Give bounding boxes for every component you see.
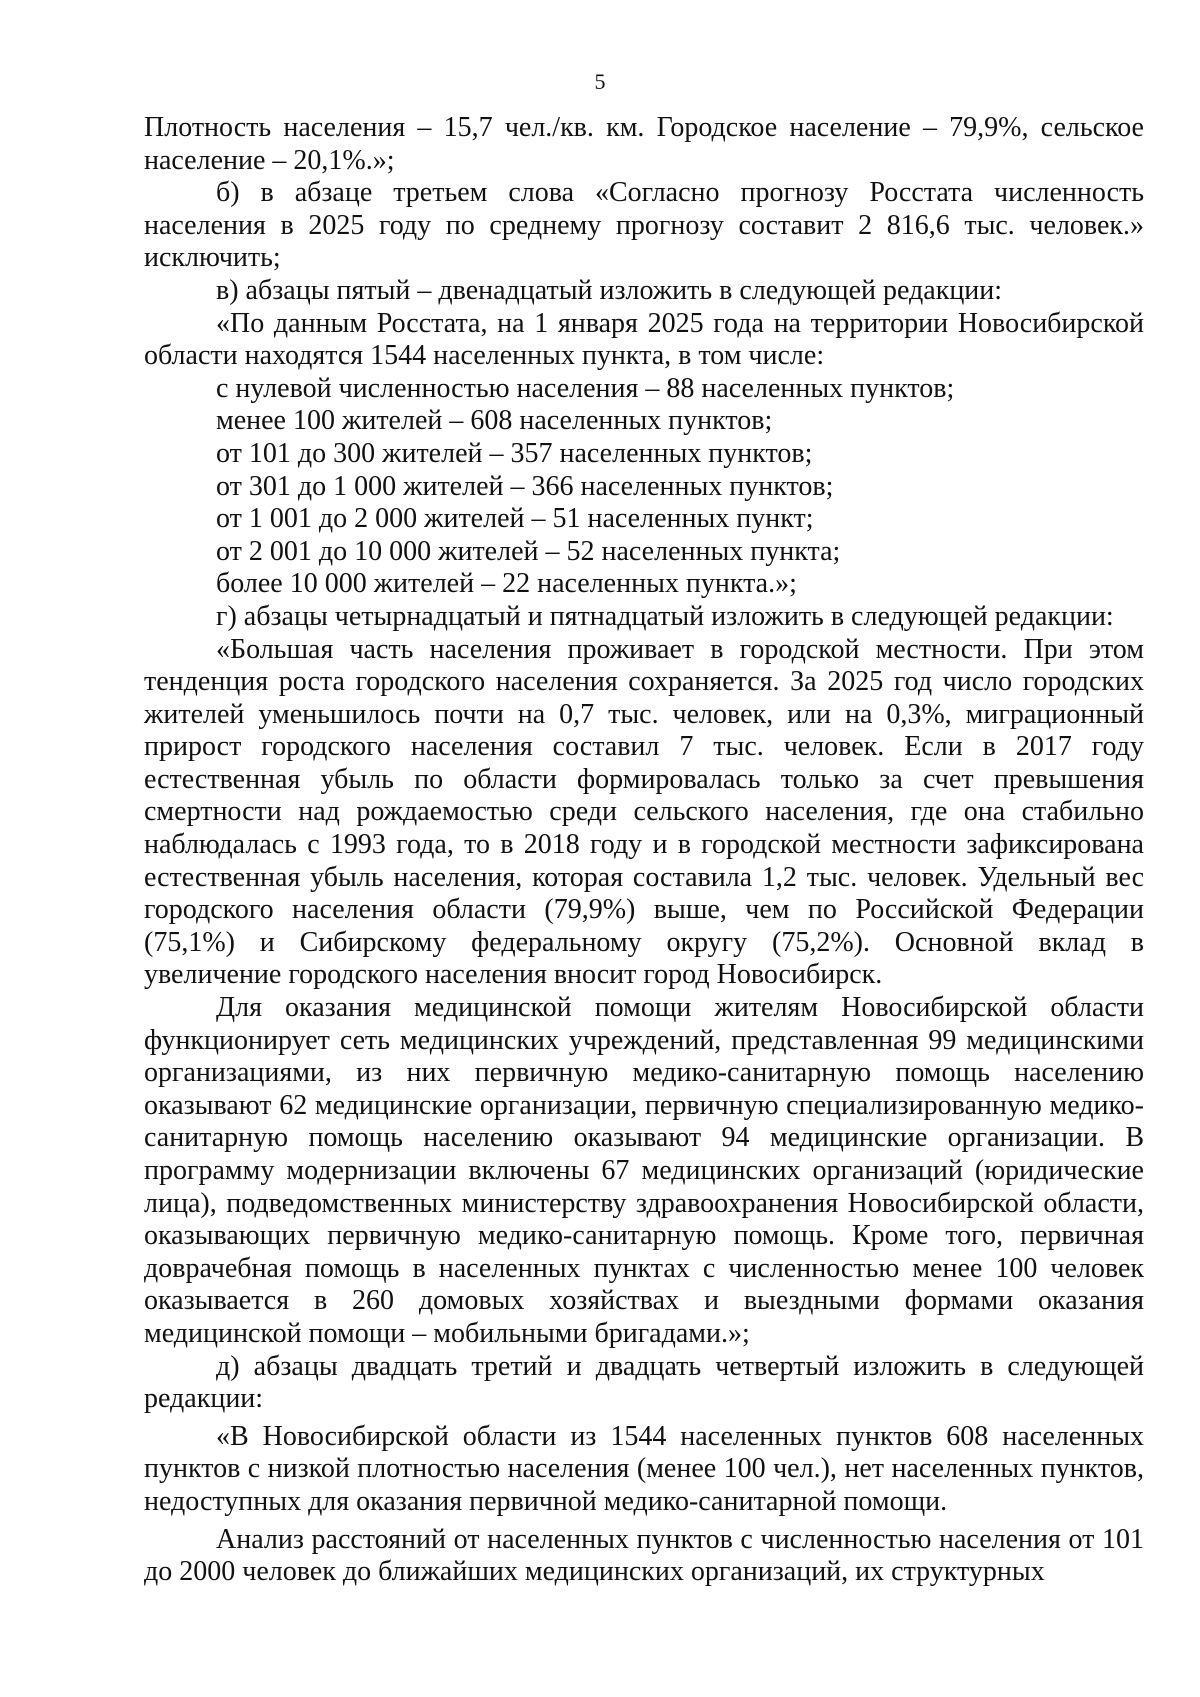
paragraph-item-d: д) абзацы двадцать третий и двадцать четвертый изложить в следующей редакции:	[144, 1350, 1144, 1415]
page-number: 5	[594, 69, 606, 94]
paragraph-item-g: г) абзацы четырнадцатый и пятнадцатый изложить в следующей редакции:	[216, 600, 1114, 632]
list-item-1001-2000: от 1 001 до 2 000 жителей – 51 населенных пункт;	[216, 503, 814, 535]
paragraph-rosstat-intro: «По данным Росстата, на 1 января 2025 года на территории Новосибирской области находятся 1544 населенных пункта, в том числе:	[144, 307, 1144, 372]
list-item-2001-10000: от 2 001 до 10 000 жителей – 52 населенных пункта;	[216, 535, 841, 567]
list-item-301-1000: от 301 до 1 000 жителей – 366 населенных пунктов;	[216, 470, 834, 502]
paragraph-item-v: в) абзацы пятый – двенадцатый изложить в следующей редакции:	[216, 274, 1003, 306]
list-item-zero-population: с нулевой численностью населения – 88 населенных пунктов;	[216, 372, 955, 404]
list-item-101-300: от 101 до 300 жителей – 357 населенных пунктов;	[216, 437, 813, 469]
paragraph-distance-analysis: Анализ расстояний от населенных пунктов с численностью населения от 101 до 2000 человек до ближайших медицинских организаций, их структурных	[144, 1523, 1144, 1588]
document-body	[144, 112, 1144, 1589]
list-item-under-100: менее 100 жителей – 608 населенных пунктов;	[216, 405, 773, 437]
paragraph-medical-network: Для оказания медицинской помощи жителям Новосибирской области функционирует сеть медицинских учреждений, представленная 99 медицинскими организациями, из них первичную медико-санитарную помощь населению оказывают 62 медицинские организации, первичную специализированную медико-санитарную помощь населению оказывают 94 медицинские организации. В программу модернизации включены 67 медицинских организаций (юридические лица), подведомственных министерству здравоохранения Новосибирской области, оказывающих первичную медико-санитарную помощь. Кроме того, первичная доврачебная помощь в населенных пунктах с численностью менее 100 человек оказывается в 260 домовых хозяйствах и выездными формами оказания медицинской помощи – мобильными бригадами.»;	[144, 992, 1144, 1349]
list-item-over-10000: более 10 000 жителей – 22 населенных пункта.»;	[216, 568, 797, 600]
paragraph-item-b: б) в абзаце третьем слова «Согласно прогнозу Росстата численность населения в 2025 году по среднему прогнозу составит 2 816,6 тыс. человек.» исключить;	[144, 177, 1144, 274]
paragraph-urban-population: «Большая часть населения проживает в городской местности. При этом тенденция роста городского населения сохраняется. За 2025 год число городских жителей уменьшилось почти на 0,7 тыс. человек, или на 0,3%, миграционный прирост городского населения составил 7 тыс. человек. Если в 2017 году естественная убыль по области формировалась только за счет превышения смертности над рождаемостью среди сельского населения, где она стабильно наблюдалась с 1993 года, то в 2018 году и в городской местности зафиксирована естественная убыль населения, которая составила 1,2 тыс. человек. Удельный вес городского населения области (79,9%) выше, чем по Российской Федерации (75,1%) и Сибирскому федеральному округу (75,2%). Основной вклад в увеличение городского населения вносит город Новосибирск.	[144, 633, 1144, 991]
paragraph-low-density: «В Новосибирской области из 1544 населенных пунктов 608 населенных пунктов с низкой плотностью населения (менее 100 чел.), нет населенных пунктов, недоступных для оказания первичной медико-санитарной помощи.	[144, 1420, 1144, 1517]
paragraph-density: Плотность населения – 15,7 чел./кв. км. Городское население – 79,9%, сельское население – 20,1%.»;	[144, 112, 1144, 176]
